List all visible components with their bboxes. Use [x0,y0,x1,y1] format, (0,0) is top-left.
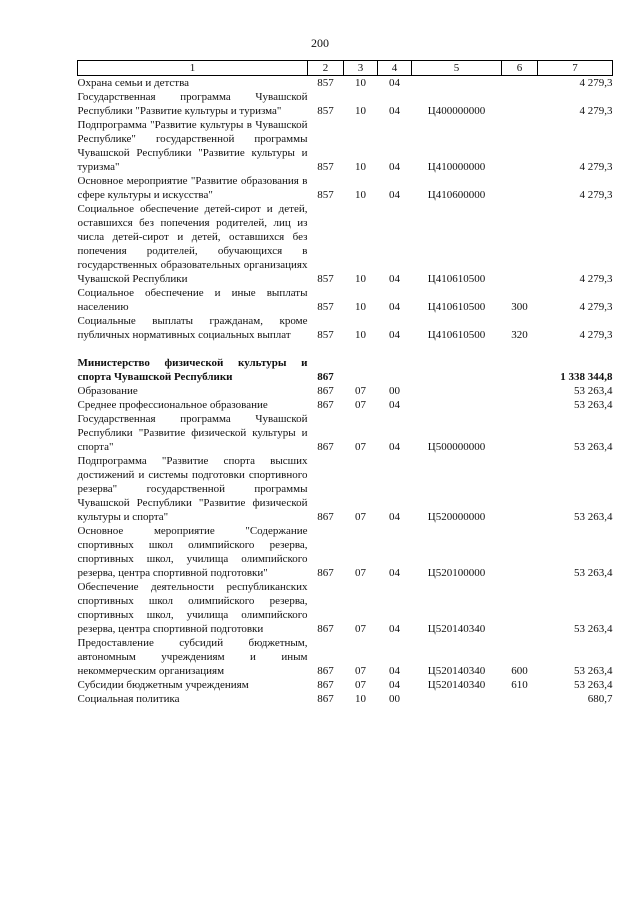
table-row [78,678,613,692]
row-ministry-code: 867 [317,623,334,635]
table-row [78,398,613,412]
row-amount: 53 263,4 [574,441,613,453]
row-amount: 4 279,3 [579,301,613,313]
row-expense-type [502,384,538,398]
row-ministry-code: 867 [317,399,334,411]
row-expense-type [502,398,538,412]
header-col-6: 6 [502,61,538,76]
row-expense-type [502,174,538,202]
row-target-article: Ц520140340 [427,679,486,691]
row-target-article: Ц410000000 [427,161,486,173]
row-section: 10 [355,693,366,705]
spacer-row [78,342,613,356]
row-expense-type [502,454,538,524]
row-amount: 4 279,3 [579,189,613,201]
row-subsection: 04 [389,329,400,341]
row-section: 07 [355,511,366,523]
row-subsection: 04 [389,399,400,411]
row-ministry-code: 867 [317,693,334,705]
row-expense-type: 610 [511,679,528,691]
row-subsection: 04 [389,511,400,523]
row-expense-type: 320 [511,329,528,341]
row-subsection [378,356,412,384]
row-subsection: 04 [389,161,400,173]
row-ministry-code: 857 [317,329,334,341]
row-amount: 53 263,4 [574,567,613,579]
row-subsection: 04 [389,679,400,691]
table-row [78,412,613,454]
header-col-1: 1 [78,61,308,76]
row-ministry-code: 857 [317,301,334,313]
row-target-article: Ц520140340 [427,623,486,635]
row-expense-type [502,524,538,580]
table-row [78,580,613,636]
row-subsection: 04 [389,301,400,313]
row-target-article [412,692,502,706]
row-name: Социальное обеспечение и иные выплаты населению [77,287,308,313]
row-section: 10 [355,161,366,173]
row-section: 10 [355,301,366,313]
row-amount: 4 279,3 [579,273,613,285]
header-col-7: 7 [538,61,613,76]
row-amount: 53 263,4 [574,399,613,411]
row-target-article [412,398,502,412]
row-subsection: 04 [389,441,400,453]
table-row [78,314,613,342]
row-ministry-code: 867 [317,665,334,677]
row-name: Государственная программа Чувашской Республики "Развитие культуры и туризма" [77,91,308,117]
row-amount: 4 279,3 [579,329,613,341]
table-row [78,286,613,314]
row-name: Подпрограмма "Развитие культуры в Чувашской Республике" государственной программы Чувашской Республики "Развитие культуры и туризма" [77,119,308,173]
row-ministry-code: 867 [317,679,334,691]
row-amount: 53 263,4 [574,385,613,397]
row-section: 07 [355,623,366,635]
row-amount: 680,7 [587,693,613,705]
row-ministry-code: 857 [317,77,334,89]
header-col-2: 2 [308,61,344,76]
row-subsection: 04 [389,623,400,635]
row-target-article: Ц400000000 [427,105,486,117]
row-section: 10 [355,105,366,117]
table-row [78,384,613,398]
row-target-article [412,384,502,398]
row-expense-type [502,90,538,118]
row-target-article: Ц520100000 [427,567,486,579]
row-subsection: 04 [389,105,400,117]
row-amount: 53 263,4 [574,679,613,691]
row-section: 07 [355,567,366,579]
row-name: Обеспечение деятельности республиканских спортивных школ олимпийского резерва, спортивных школ, училища олимпийского резерва, центра спортивной подготовки [77,581,308,635]
page-number: 200 [311,36,329,50]
row-expense-type [502,202,538,286]
row-section: 10 [355,77,366,89]
row-amount: 1 338 344,8 [560,371,613,383]
row-expense-type: 600 [511,665,528,677]
row-section [344,356,378,384]
row-ministry-code: 867 [317,441,334,453]
row-target-article: Ц410600000 [427,189,486,201]
row-expense-type [502,118,538,174]
row-subsection: 00 [389,693,400,705]
table-row [78,454,613,524]
row-amount: 53 263,4 [574,511,613,523]
row-expense-type [502,76,538,91]
row-ministry-code: 867 [317,567,334,579]
table-row [78,692,613,706]
row-section: 07 [355,665,366,677]
row-subsection: 00 [389,385,400,397]
row-section: 07 [355,385,366,397]
row-section: 07 [355,679,366,691]
row-name: Государственная программа Чувашской Республики "Развитие физической культуры и спорта" [77,413,308,453]
row-target-article [412,76,502,91]
row-target-article: Ц520140340 [427,665,486,677]
row-name: Среднее профессиональное образование [77,399,268,411]
row-section: 07 [355,441,366,453]
row-name: Предоставление субсидий бюджетным, автономным учреждениям и иным некоммерческим организациям [77,637,308,677]
row-amount: 53 263,4 [574,665,613,677]
row-ministry-code: 867 [317,371,334,383]
header-col-3: 3 [344,61,378,76]
table-row [78,202,613,286]
row-section: 10 [355,273,366,285]
row-name: Охрана семьи и детства [77,77,190,89]
row-amount: 4 279,3 [579,77,613,89]
row-name: Подпрограмма "Развитие спорта высших достижений и системы подготовки спортивного резерва" государственной программы Чувашской Республики "Развитие физической культуры и спорта" [77,455,308,523]
row-target-article [412,356,502,384]
row-expense-type [502,412,538,454]
row-name: Социальные выплаты гражданам, кроме публичных нормативных социальных выплат [77,315,308,341]
header-col-5: 5 [412,61,502,76]
row-name: Основное мероприятие "Развитие образования в сфере культуры и искусства" [77,175,308,201]
row-subsection: 04 [389,665,400,677]
row-name: Субсидии бюджетным учреждениям [77,679,249,691]
row-ministry-code: 867 [317,385,334,397]
row-section: 10 [355,329,366,341]
row-subsection: 04 [389,273,400,285]
row-ministry-code: 857 [317,161,334,173]
row-name: Социальная политика [77,693,180,705]
table-row [78,76,613,91]
table-row [78,174,613,202]
row-ministry-code: 857 [317,189,334,201]
row-amount: 4 279,3 [579,161,613,173]
spacer-cell [78,342,613,356]
column-number-header [78,61,613,76]
row-target-article: Ц500000000 [427,441,486,453]
budget-table [77,60,613,706]
row-subsection: 04 [389,567,400,579]
row-expense-type: 300 [511,301,528,313]
row-amount: 4 279,3 [579,105,613,117]
row-expense-type [502,692,538,706]
row-section: 07 [355,399,366,411]
row-amount: 53 263,4 [574,623,613,635]
row-target-article: Ц520000000 [427,511,486,523]
row-expense-type [502,580,538,636]
row-name: Основное мероприятие "Содержание спортивных школ олимпийского резерва, спортивных школ, училища олимпийского резерва, центра спортивной подготовки" [77,525,308,579]
table-row [78,636,613,678]
header-col-4: 4 [378,61,412,76]
row-ministry-code: 857 [317,273,334,285]
table-row [78,90,613,118]
row-name: Образование [77,385,138,397]
ministry-row [78,356,613,384]
table-row [78,118,613,174]
row-name: Министерство физической культуры и спорта Чувашской Республики [77,357,308,383]
row-target-article: Ц410610500 [427,329,486,341]
row-subsection: 04 [389,77,400,89]
row-subsection: 04 [389,189,400,201]
row-target-article: Ц410610500 [427,301,486,313]
row-ministry-code: 857 [317,105,334,117]
row-section: 10 [355,189,366,201]
row-ministry-code: 867 [317,511,334,523]
row-expense-type [502,356,538,384]
row-target-article: Ц410610500 [427,273,486,285]
table-row [78,524,613,580]
row-name: Социальное обеспечение детей-сирот и детей, оставшихся без попечения родителей, лиц из числа детей-сирот и детей, оставшихся без попечения родителей, обучающихся в государственных образовательных организациях Чувашской Республики [77,203,308,285]
